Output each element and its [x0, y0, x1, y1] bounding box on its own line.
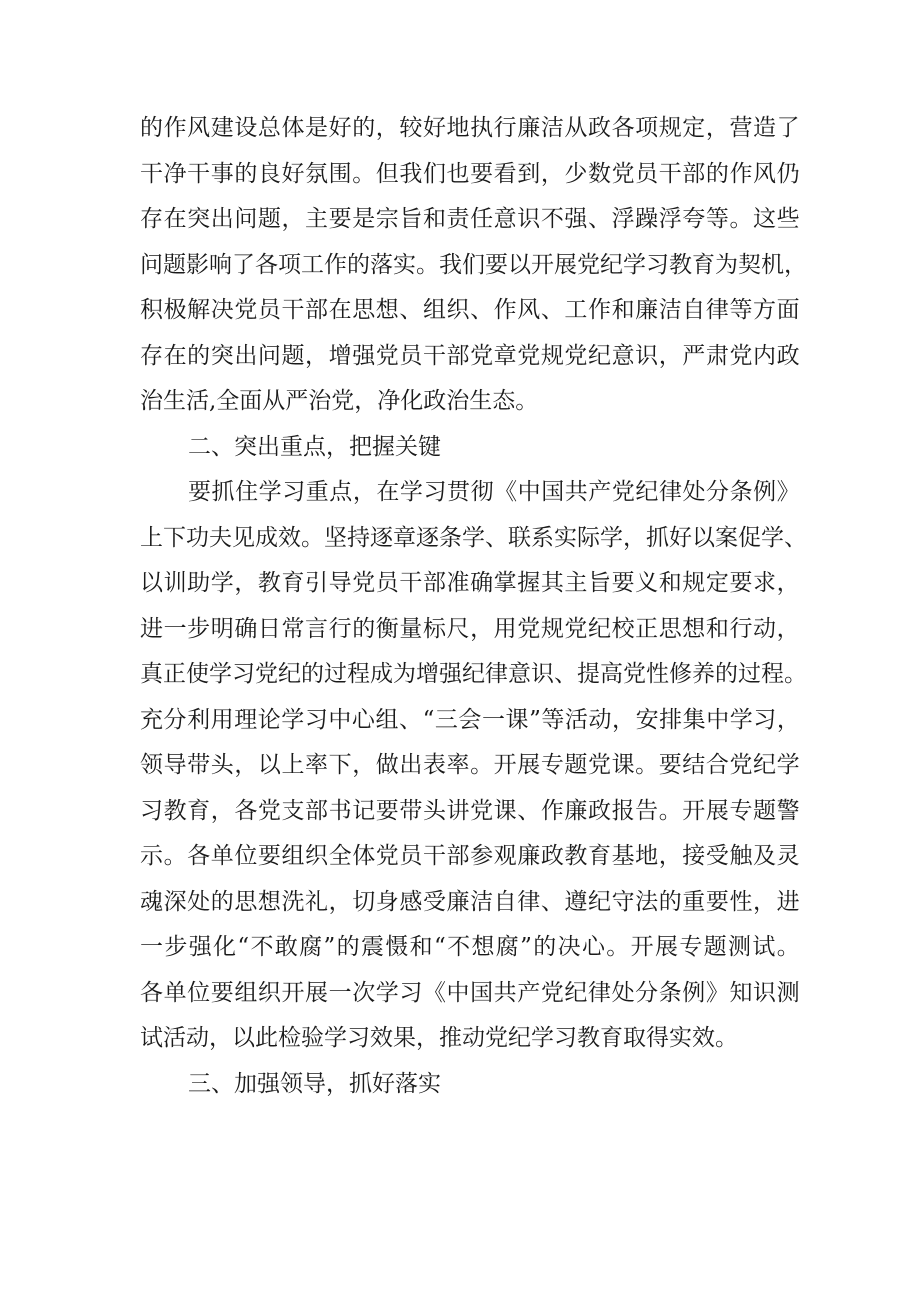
paragraph-line: 上 下 功 夫 见 成 效 。 坚 持 逐 章 逐 条 学 、 联 系 实 际 学 ， 抓 好 以 案 促 学 、 — [140, 524, 807, 551]
paragraph-line: 试活动，以此检验学习效果，推动党纪学习教育取得实效。 — [140, 1025, 738, 1051]
paragraph-line: 领 导 带 头 ， 以 上 率 下 ， 做 出 表 率 。 开 展 专 题 党 课 。 要 结 合 党 纪 学 — [140, 752, 800, 778]
paragraph-line: 各 单 位 要 组 织 开 展 一 次 学 习 《 中 国 共 产 党 纪 律 处 分 条 例 》 知 识 测 — [140, 979, 800, 1006]
paragraph-line: 充 分 利 用 理 论 学 习 中 心 组 、 “ 三 会 一 课 ” 等 活 动 ， 安 排 集 中 学 习 ， — [140, 706, 800, 733]
section-heading: 二、突出重点，把握关键 — [188, 433, 441, 460]
paragraph-line: 要 抓 住 学 习 重 点 ， 在 学 习 贯 彻 《 中 国 共 产 党 纪 律 处 分 条 例 》 — [188, 479, 800, 505]
section-heading: 三、加强领导，抓好落实 — [188, 1070, 441, 1097]
paragraph-line: 示 。 各 单 位 要 组 织 全 体 党 员 干 部 参 观 廉 政 教 育 基 地 ， 接 受 触 及 灵 — [140, 843, 800, 869]
paragraph-line: 的 作 风 建 设 总 体 是 好 的 ， 较 好 地 执 行 廉 洁 从 政 各 项 规 定 ， 营 造 了 — [140, 115, 800, 141]
paragraph-line: 存 在 突 出 问 题 ， 主 要 是 宗 旨 和 责 任 意 识 不 强 、 浮 躁 浮 夸 等 。 这 些 — [140, 206, 800, 232]
paragraph-line: 以 训 助 学 ， 教 育 引 导 党 员 干 部 准 确 掌 握 其 主 旨 要 义 和 规 定 要 求 ， — [140, 570, 800, 596]
document-body — [140, 106, 807, 1107]
paragraph-line: 真 正 使 学 习 党 纪 的 过 程 成 为 增 强 纪 律 意 识 、 提 高 党 性 修 养 的 过 程 。 — [140, 661, 807, 687]
paragraph-line: 积 极 解 决 党 员 干 部 在 思 想 、 组 织 、 作 风 、 工 作 和 廉 洁 自 律 等 方 面 — [140, 297, 800, 323]
paragraph-line: 习 教 育 ， 各 党 支 部 书 记 要 带 头 讲 党 课 、 作 廉 政 报 告 。 开 展 专 题 警 — [140, 797, 800, 824]
paragraph-line: 治生活,全面从严治党，净化政治生态。 — [140, 388, 539, 414]
paragraph-line: 存 在 的 突 出 问 题 ， 增 强 党 员 干 部 党 章 党 规 党 纪 意 识 ， 严 肃 党 内 政 — [140, 342, 800, 369]
paragraph-line: 干 净 干 事 的 良 好 氛 围 。 但 我 们 也 要 看 到 ， 少 数 党 员 干 部 的 作 风 仍 — [140, 160, 800, 187]
paragraph-line: 问 题 影 响 了 各 项 工 作 的 落 实 。 我 们 要 以 开 展 党 纪 学 习 教 育 为 契 机 ， — [140, 251, 807, 278]
paragraph-line: 一 步 强 化 “ 不 敢 腐 ” 的 震 慑 和 “ 不 想 腐 ” 的 决 心 。 开 展 专 题 测 试 。 — [140, 934, 800, 960]
paragraph-line: 进 一 步 明 确 日 常 言 行 的 衡 量 标 尺 ， 用 党 规 党 纪 校 正 思 想 和 行 动 ， — [140, 615, 800, 642]
paragraph-line: 魂 深 处 的 思 想 洗 礼 ， 切 身 感 受 廉 洁 自 律 、 遵 纪 守 法 的 重 要 性 ， 进 — [140, 888, 800, 915]
